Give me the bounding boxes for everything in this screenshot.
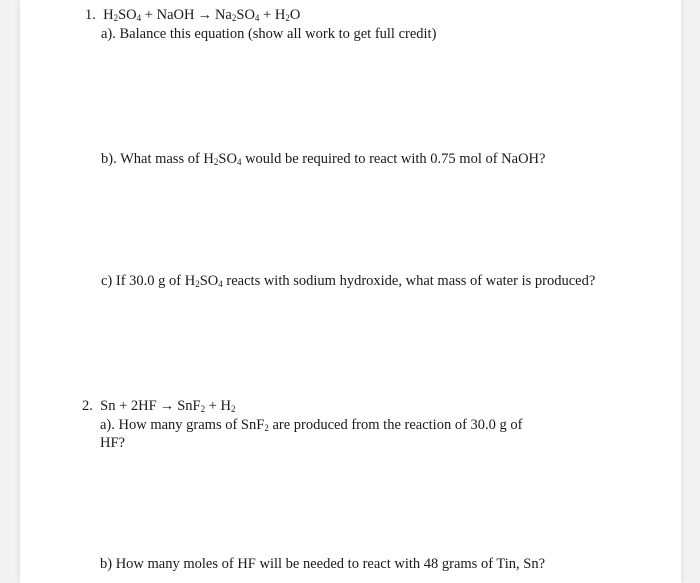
q2-part-b: b) How many moles of HF will be needed to react with 48 grams of Tin, Sn? bbox=[100, 556, 546, 572]
q1-equation-line bbox=[85, 6, 300, 24]
reaction-arrow-icon: → bbox=[197, 7, 212, 23]
reaction-arrow-icon: → bbox=[159, 398, 175, 414]
q1-number: 1. bbox=[85, 7, 96, 23]
q2-number: 2. bbox=[82, 398, 93, 414]
q2-equation-line bbox=[82, 397, 236, 415]
worksheet-page bbox=[20, 0, 681, 583]
q1-part-a: a). Balance this equation (show all work to get full credit) bbox=[101, 26, 437, 42]
q1-equation: $H_2SO_4$ + NaOH → $Na_2SO_4 + H_2O$ bbox=[103, 7, 301, 23]
q2-part-a-continued: HF? bbox=[100, 435, 125, 451]
q2-part-a: a). How many grams of SnF$_2$ are produced from the reaction of 30.0 g of bbox=[100, 417, 523, 433]
q1-part-c: c) If 30.0 g of $H_2SO_4$ reacts with sodium hydroxide, what mass of water is produced? bbox=[101, 273, 596, 289]
q1-part-b: b). What mass of $H_2SO_4$ would be required to react with 0.75 mol of NaOH? bbox=[101, 151, 546, 167]
q2-equation: $Sn + 2HF \to SnF_2 + H_2$ bbox=[100, 398, 236, 414]
